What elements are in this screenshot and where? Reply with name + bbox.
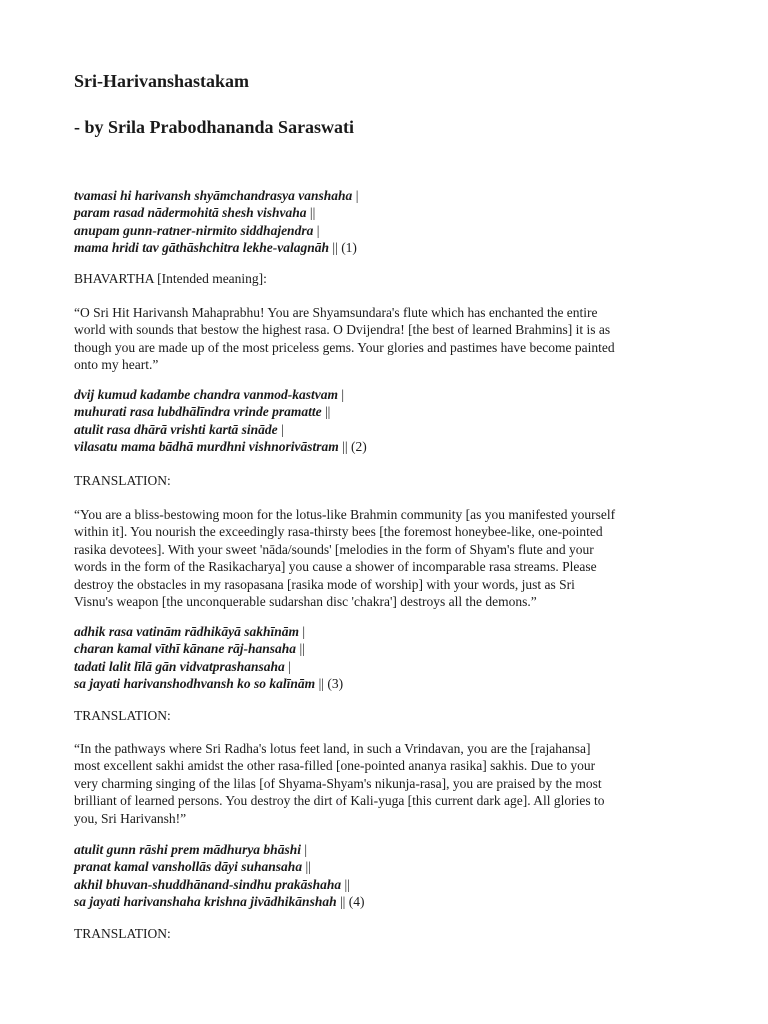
verse-text: atulit rasa dhārā vrishti kartā sināde bbox=[74, 421, 278, 437]
verse-line bbox=[74, 893, 704, 910]
verse-separator: | bbox=[288, 658, 291, 674]
verse-text: dvij kumud kadambe chandra vanmod-kastvam bbox=[74, 387, 339, 402]
paragraph-line: though you are made up of the most priceless gems. Your glories and pastimes have become painted bbox=[74, 339, 615, 355]
verse-text: param rasad nādermohitā shesh vishvaha bbox=[74, 205, 307, 221]
verse-text: muhurati rasa lubdhālīndra vrinde pramatte bbox=[74, 404, 322, 420]
verse-separator: | bbox=[281, 421, 284, 437]
verse-line bbox=[74, 858, 704, 875]
verse-separator: || bbox=[342, 439, 348, 455]
verse-text: tvamasi hi harivansh shyāmchandrasya vanshaha bbox=[74, 188, 353, 203]
verse-line bbox=[74, 438, 704, 455]
verse-text: atulit gunn rāshi prem mādhurya bhāshi bbox=[74, 842, 301, 857]
verse-separator: || bbox=[339, 894, 346, 910]
verse-line bbox=[74, 239, 704, 256]
paragraph-line: onto my heart.” bbox=[74, 357, 159, 373]
verse-1 bbox=[74, 187, 704, 257]
paragraph-line: “You are a bliss-bestowing moon for the lotus-like Brahmin community [as you manifested yourself bbox=[74, 507, 616, 522]
verse-4 bbox=[74, 841, 704, 911]
verse-text: anupam gunn-ratner-nirmito siddhajendra bbox=[74, 222, 314, 238]
verse-line bbox=[74, 623, 704, 640]
verse-separator: | bbox=[341, 387, 345, 402]
paragraph-line: destroy the obstacles in my rasopasana [rasika mode of worship] with your words, just as Sri bbox=[74, 576, 575, 592]
verse-separator: || bbox=[309, 205, 316, 221]
verse-text: mama hridi tav gāthāshchitra lekhe-valagnāh bbox=[74, 240, 330, 256]
translation-label: TRANSLATION: bbox=[74, 708, 171, 723]
verse-2 bbox=[74, 386, 704, 456]
translation-label: TRANSLATION: bbox=[74, 926, 171, 941]
verse-text: adhik rasa vatinām rādhikāyā sakhīnām bbox=[74, 624, 300, 639]
verse-separator: | bbox=[304, 842, 308, 857]
translation-paragraph-2 bbox=[74, 506, 704, 610]
verse-line bbox=[74, 187, 704, 204]
verse-separator: || bbox=[332, 240, 338, 256]
translation-paragraph-3 bbox=[74, 740, 704, 827]
verse-line bbox=[74, 640, 704, 657]
verse-separator: || bbox=[305, 859, 311, 875]
paragraph-line: Visnu's weapon [the unconquerable sudarshan disc 'chakra'] destroys all the demons.” bbox=[74, 594, 537, 610]
verse-line bbox=[74, 386, 704, 403]
paragraph-line: rasika devotees]. With your sweet 'nāda/sounds' [melodies in the form of Shyam's flute and your bbox=[74, 541, 594, 557]
paragraph-line: “In the pathways where Sri Radha's lotus feet land, in such a Vrindavan, you are the [rajahansa] bbox=[74, 741, 591, 756]
paragraph-line: “O Sri Hit Harivansh Mahaprabhu! You are Shyamsundara's flute which has enchanted the entire bbox=[74, 305, 598, 320]
paragraph-line: world with sounds that bestow the highest rasa. O Dvijendra! [the best of learned Brahmins] it is as bbox=[74, 322, 611, 338]
verse-text: sa jayati harivanshaha krishna jivādhikānshah bbox=[74, 894, 337, 910]
document-title: Sri-Harivanshastakam bbox=[74, 71, 250, 91]
verse-line bbox=[74, 876, 704, 893]
verse-text: pranat kamal vanshollās dāyi suhansaha bbox=[74, 859, 303, 875]
meaning-paragraph-1 bbox=[74, 304, 704, 374]
verse-separator: || bbox=[324, 404, 331, 420]
verse-separator: || bbox=[318, 676, 324, 692]
verse-line bbox=[74, 403, 704, 420]
verse-text: akhil bhuvan-shuddhānand-sindhu prakāshaha bbox=[74, 876, 342, 892]
verse-line bbox=[74, 421, 704, 438]
verse-separator: | bbox=[316, 222, 320, 238]
paragraph-line: brilliant of learned persons. You destroy the dirt of Kali-yuga [this current dark age]. All glories to bbox=[74, 793, 605, 809]
translation-label: TRANSLATION: bbox=[74, 473, 171, 488]
verse-line bbox=[74, 204, 704, 221]
verse-number: (4) bbox=[348, 894, 365, 910]
verse-separator: | bbox=[355, 188, 359, 203]
verse-text: vilasatu mama bādhā murdhni vishnorivāstram bbox=[74, 439, 339, 455]
verse-text: sa jayati harivanshodhvansh ko so kalīnām bbox=[74, 676, 316, 692]
verse-number: (2) bbox=[350, 439, 367, 455]
paragraph-line: within it]. You nourish the exceedingly rasa-thirsty bees [the foremost honeybee-like, one-pointed bbox=[74, 524, 603, 540]
verse-line bbox=[74, 658, 704, 675]
verse-number: (3) bbox=[327, 676, 344, 692]
verse-line bbox=[74, 675, 704, 692]
verse-separator: || bbox=[344, 876, 350, 892]
verse-3 bbox=[74, 623, 704, 693]
verse-separator: || bbox=[299, 641, 305, 657]
paragraph-line: you, Sri Harivansh!” bbox=[74, 810, 187, 826]
paragraph-line: very charming singing of the lilas [of Shyama-Shyam's nikunja-rasa], you are praised by the most bbox=[74, 775, 602, 791]
verse-line bbox=[74, 222, 704, 239]
verse-text: tadati lalit līlā gān vidvatprashansaha bbox=[74, 658, 285, 674]
verse-line bbox=[74, 841, 704, 858]
verse-text: charan kamal vīthī kānane rāj-hansaha bbox=[74, 641, 297, 657]
paragraph-line: most excellent sakhi amidst the other rasa-filled [one-pointed ananya rasika] sakhis. Due to your bbox=[74, 758, 596, 774]
verse-separator: | bbox=[302, 624, 306, 639]
author-line: - by Srila Prabodhananda Saraswati bbox=[74, 117, 355, 137]
verse-number: (1) bbox=[341, 240, 357, 256]
bhavartha-label: BHAVARTHA [Intended meaning]: bbox=[74, 271, 267, 286]
paragraph-line: words in the form of the Rasikacharya] you cause a shower of incomparable rasa streams. Please bbox=[74, 559, 597, 575]
